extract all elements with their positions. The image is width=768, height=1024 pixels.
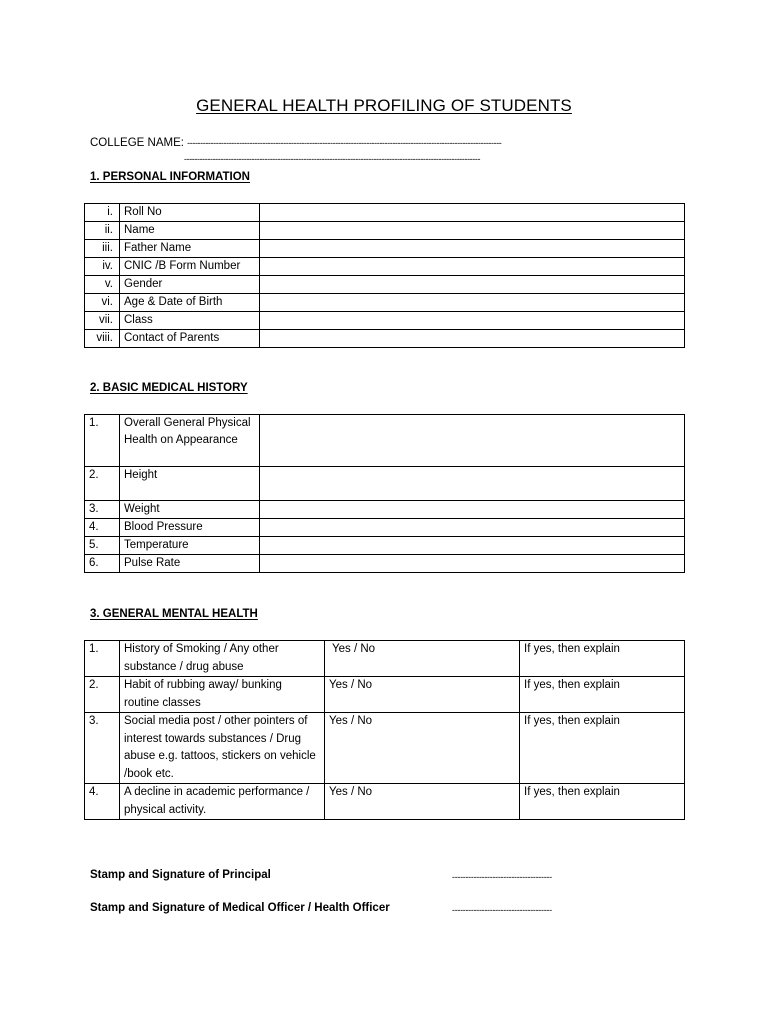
row-number: 5.: [85, 537, 120, 555]
row-number: 6.: [85, 555, 120, 573]
value-cell-pulse-rate[interactable]: [260, 555, 685, 573]
table-row: [85, 677, 685, 713]
row-number: ii.: [85, 222, 120, 240]
value-cell-age-dob[interactable]: [260, 294, 685, 312]
row-label: Gender: [120, 276, 260, 294]
value-cell-temperature[interactable]: [260, 537, 685, 555]
principal-signature-label: Stamp and Signature of Principal: [90, 869, 271, 881]
row-number: 4.: [85, 519, 120, 537]
explain-cell[interactable]: If yes, then explain: [520, 677, 685, 713]
row-label: Pulse Rate: [120, 555, 260, 573]
value-cell-parent-contact[interactable]: [260, 330, 685, 348]
college-name-label: COLLEGE NAME:: [90, 137, 184, 149]
yes-no-cell[interactable]: Yes / No: [325, 677, 520, 713]
page-title: GENERAL HEALTH PROFILING OF STUDENTS: [196, 96, 572, 115]
table-row: [85, 501, 685, 519]
row-label: Roll No: [120, 204, 260, 222]
table-row: [85, 330, 685, 348]
table-row: [85, 467, 685, 501]
row-label: Height: [120, 467, 260, 501]
row-number: vii.: [85, 312, 120, 330]
section-heading-medical: 2. BASIC MEDICAL HISTORY: [90, 382, 248, 394]
row-number: iii.: [85, 240, 120, 258]
table-row: [85, 713, 685, 784]
table-row: [85, 519, 685, 537]
value-cell-class[interactable]: [260, 312, 685, 330]
row-number: 2.: [85, 677, 120, 713]
yes-no-cell[interactable]: Yes / No: [325, 713, 520, 784]
row-label: CNIC /B Form Number: [120, 258, 260, 276]
table-row: [85, 240, 685, 258]
value-cell-gender[interactable]: [260, 276, 685, 294]
explain-cell[interactable]: If yes, then explain: [520, 641, 685, 677]
table-row: [85, 204, 685, 222]
mental-health-table: [84, 640, 685, 820]
officer-signature-line[interactable]: -------------------------------------: [452, 905, 552, 915]
row-label: Social media post / other pointers of interest towards substances / Drug abuse e.g. tattoos, stickers on vehicle /book etc.: [120, 713, 325, 784]
value-cell-name[interactable]: [260, 222, 685, 240]
section-heading-personal: 1. PERSONAL INFORMATION: [90, 171, 250, 183]
row-number: 1.: [85, 415, 120, 467]
yes-no-cell[interactable]: Yes / No: [325, 784, 520, 820]
table-row: [85, 415, 685, 467]
row-label: Weight: [120, 501, 260, 519]
value-cell-height[interactable]: [260, 467, 685, 501]
row-number: i.: [85, 204, 120, 222]
row-number: iv.: [85, 258, 120, 276]
row-label: Class: [120, 312, 260, 330]
row-number: v.: [85, 276, 120, 294]
table-row: [85, 258, 685, 276]
table-row: [85, 294, 685, 312]
value-cell-weight[interactable]: [260, 501, 685, 519]
medical-history-table: [84, 414, 685, 573]
row-number: 1.: [85, 641, 120, 677]
section-heading-mental: 3. GENERAL MENTAL HEALTH: [90, 608, 258, 620]
row-number: vi.: [85, 294, 120, 312]
row-label: Blood Pressure: [120, 519, 260, 537]
row-label: Overall General Physical Health on Appearance: [120, 415, 260, 467]
table-row: [85, 641, 685, 677]
principal-signature-line[interactable]: -------------------------------------: [452, 872, 552, 882]
row-label: Name: [120, 222, 260, 240]
table-row: [85, 555, 685, 573]
table-row: [85, 276, 685, 294]
officer-signature-label: Stamp and Signature of Medical Officer / Health Officer: [90, 902, 390, 914]
row-number: 3.: [85, 501, 120, 519]
row-label: Habit of rubbing away/ bunking routine classes: [120, 677, 325, 713]
table-row: [85, 537, 685, 555]
value-cell-father-name[interactable]: [260, 240, 685, 258]
explain-cell[interactable]: If yes, then explain: [520, 784, 685, 820]
row-number: 2.: [85, 467, 120, 501]
table-row: [85, 784, 685, 820]
personal-info-table: [84, 203, 685, 348]
college-name-line-2: ------------------------------------------------------------------------------------------------------------------: [184, 154, 481, 164]
row-label: Temperature: [120, 537, 260, 555]
college-name-field: [90, 137, 501, 149]
row-label: Contact of Parents: [120, 330, 260, 348]
table-row: [85, 222, 685, 240]
row-label: A decline in academic performance / physical activity.: [120, 784, 325, 820]
row-number: viii.: [85, 330, 120, 348]
value-cell-roll-no[interactable]: [260, 204, 685, 222]
row-label: History of Smoking / Any other substance / drug abuse: [120, 641, 325, 677]
yes-no-cell[interactable]: Yes / No: [325, 641, 520, 677]
college-name-line-1: -------------------------------------------------------------------------------------------------------------------------: [187, 138, 502, 148]
explain-cell[interactable]: If yes, then explain: [520, 713, 685, 784]
row-number: 4.: [85, 784, 120, 820]
table-row: [85, 312, 685, 330]
row-label: Age & Date of Birth: [120, 294, 260, 312]
row-number: 3.: [85, 713, 120, 784]
row-label: Father Name: [120, 240, 260, 258]
value-cell-physical-health[interactable]: [260, 415, 685, 467]
value-cell-cnic[interactable]: [260, 258, 685, 276]
value-cell-blood-pressure[interactable]: [260, 519, 685, 537]
